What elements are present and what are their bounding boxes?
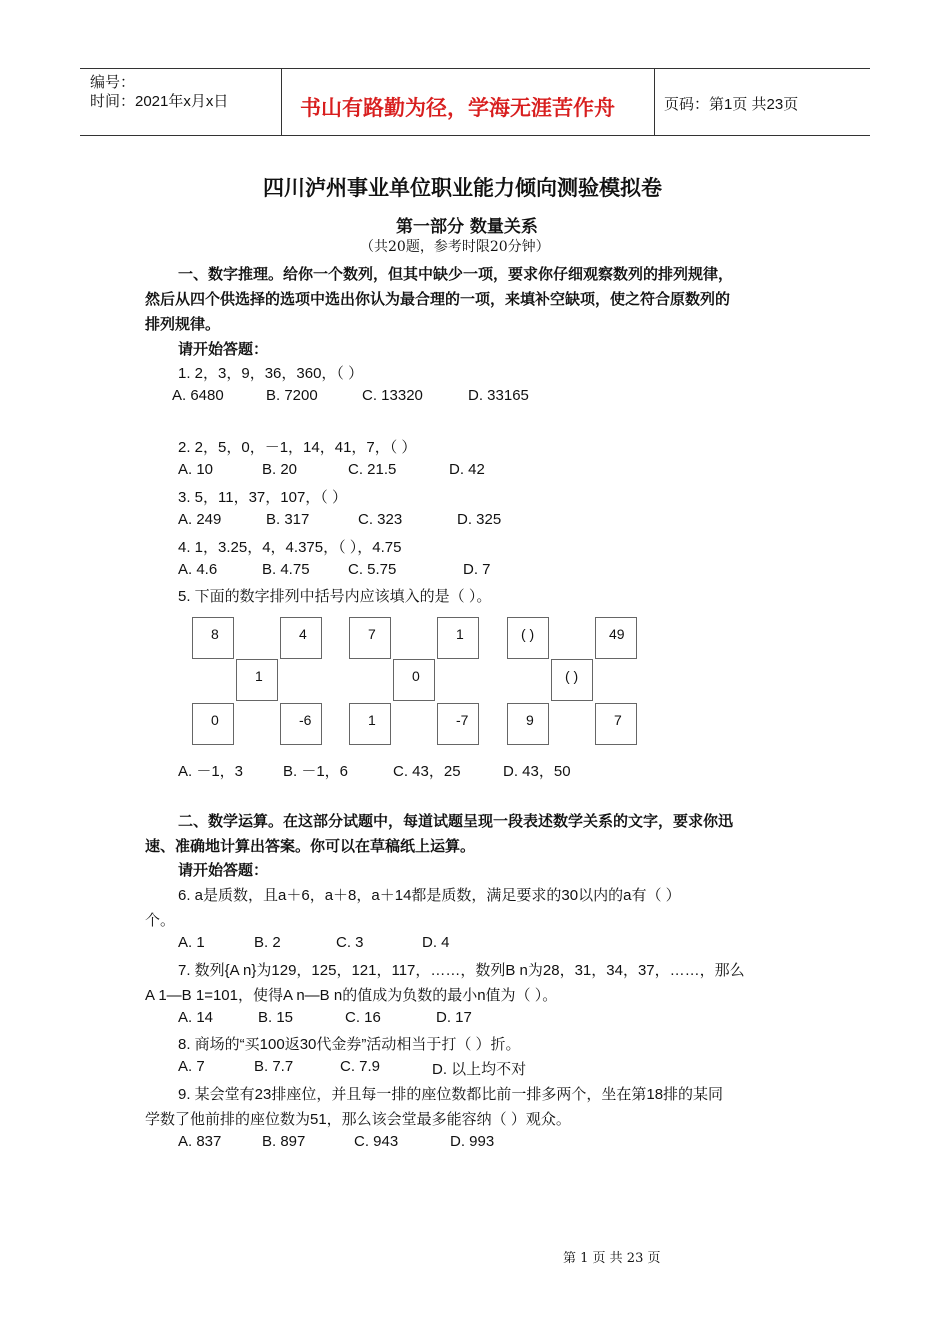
q1-option-c: C. 13320 xyxy=(362,387,423,404)
section2-instruction-line2: 速、准确地计算出答案。你可以在草稿纸上运算。 xyxy=(145,837,476,855)
q9-option-d: D. 993 xyxy=(450,1133,495,1150)
grid3-top-right: 49 xyxy=(595,617,637,659)
q2-option-a: A. 10 xyxy=(178,461,214,478)
q2-option-d: D. 42 xyxy=(449,461,485,478)
q3-option-c: C. 323 xyxy=(358,511,403,528)
q8-option-d: D. 以上均不对 xyxy=(432,1061,527,1078)
grid1-bottom-right: -6 xyxy=(280,703,322,745)
q4-option-c: C. 5.75 xyxy=(348,561,397,578)
q6-option-b: B. 2 xyxy=(254,934,281,951)
q4-option-b: B. 4.75 xyxy=(262,561,310,578)
q6-option-c: C. 3 xyxy=(336,934,364,951)
header-number: 编号： xyxy=(90,74,136,91)
grid2-bottom-right: -7 xyxy=(437,703,479,745)
grid3-top-left: ( ) xyxy=(507,617,549,659)
q8-option-a: A. 7 xyxy=(178,1058,205,1075)
q4-stem: 4. 1，3.25，4，4.375，（ ），4.75 xyxy=(178,539,402,556)
page-footer: 第 1 页 共 23 页 xyxy=(563,1251,661,1266)
grid1-top-right: 4 xyxy=(280,617,322,659)
section2-instruction-line1: 二、数学运算。在这部分试题中，每道试题呈现一段表述数学关系的文字，要求你迅 xyxy=(178,812,734,830)
q7-option-d: D. 17 xyxy=(436,1009,472,1026)
grid3-middle: ( ) xyxy=(551,659,593,701)
header-divider-left xyxy=(281,68,282,136)
q3-stem: 3. 5，11，37，107，（ ） xyxy=(178,489,347,506)
part-title: 第一部分 数量关系 xyxy=(396,217,538,237)
q5-option-a: A. －1，3 xyxy=(178,763,244,780)
header-top-rule xyxy=(80,68,870,69)
q5-option-c: C. 43，25 xyxy=(393,763,461,780)
q2-option-c: C. 21.5 xyxy=(348,461,397,478)
document-title: 四川泸州事业单位职业能力倾向测验模拟卷 xyxy=(263,176,662,200)
q2-stem: 2. 2，5，0，－1，14，41，7，（ ） xyxy=(178,439,417,456)
section1-instruction-line1: 一、数字推理。给你一个数列，但其中缺少一项，要求你仔细观察数列的排列规律， xyxy=(178,265,734,283)
q6-stem-line2: 个。 xyxy=(145,912,176,929)
q3-option-a: A. 249 xyxy=(178,511,222,528)
q5-option-b: B. －1，6 xyxy=(283,763,349,780)
part-note: （共20题，参考时限20分钟） xyxy=(360,239,550,255)
q9-option-a: A. 837 xyxy=(178,1133,222,1150)
q7-stem-line2: A 1—B 1=101，使得A n—B n的值成为负数的最小n值为（ ）。 xyxy=(145,987,558,1004)
q9-option-c: C. 943 xyxy=(354,1133,399,1150)
q3-option-b: B. 317 xyxy=(266,511,310,528)
grid2-top-left: 7 xyxy=(349,617,391,659)
q6-option-d: D. 4 xyxy=(422,934,450,951)
q7-stem-line1: 7. 数列{A n}为129，125，121，117，……，数列B n为28，31，34，37，……，那么 xyxy=(178,962,745,979)
grid2-top-right: 1 xyxy=(437,617,479,659)
header-divider-right xyxy=(654,68,655,136)
q4-option-d: D. 7 xyxy=(463,561,491,578)
start-prompt: 请开始答题： xyxy=(178,340,269,358)
q8-option-c: C. 7.9 xyxy=(340,1058,381,1075)
grid3-bottom-left: 9 xyxy=(507,703,549,745)
header-page-info: 页码：第1页 共23页 xyxy=(664,96,799,113)
header-motto: 书山有路勤为径，学海无涯苦作舟 xyxy=(300,96,615,120)
q1-option-a: A. 6480 xyxy=(172,387,224,404)
q9-option-b: B. 897 xyxy=(262,1133,306,1150)
q7-option-c: C. 16 xyxy=(345,1009,381,1026)
q9-stem-line2: 学数了他前排的座位数为51，那么该会堂最多能容纳（ ）观众。 xyxy=(145,1111,571,1128)
q6-stem-line1: 6. a是质数，且a＋6，a＋8，a＋14都是质数，满足要求的30以内的a有（ ） xyxy=(178,887,681,904)
q3-option-d: D. 325 xyxy=(457,511,502,528)
q2-option-b: B. 20 xyxy=(262,461,298,478)
q1-stem: 1. 2，3，9，36，360，（ ） xyxy=(178,365,364,382)
q8-option-b: B. 7.7 xyxy=(254,1058,294,1075)
header-bottom-rule xyxy=(80,135,870,136)
section1-instruction-line2: 然后从四个供选择的选项中选出你认为最合理的一项，来填补空缺项，使之符合原数列的 xyxy=(145,290,731,308)
q4-option-a: A. 4.6 xyxy=(178,561,218,578)
q8-stem: 8. 商场的“买100返30代金券”活动相当于打（ ）折。 xyxy=(178,1036,521,1053)
start-prompt-2: 请开始答题： xyxy=(178,861,269,879)
section1-instruction-line3: 排列规律。 xyxy=(145,315,221,333)
grid2-bottom-left: 1 xyxy=(349,703,391,745)
q5-stem: 5. 下面的数字排列中括号内应该填入的是（ ）。 xyxy=(178,588,492,605)
q1-option-b: B. 7200 xyxy=(266,387,318,404)
q7-option-b: B. 15 xyxy=(258,1009,294,1026)
q5-option-d: D. 43，50 xyxy=(503,763,571,780)
q7-option-a: A. 14 xyxy=(178,1009,214,1026)
grid1-bottom-left: 0 xyxy=(192,703,234,745)
grid3-bottom-right: 7 xyxy=(595,703,637,745)
grid1-top-left: 8 xyxy=(192,617,234,659)
grid2-middle: 0 xyxy=(393,659,435,701)
header-time: 时间：2021年x月x日 xyxy=(90,93,229,110)
grid1-middle: 1 xyxy=(236,659,278,701)
q1-option-d: D. 33165 xyxy=(468,387,529,404)
q9-stem-line1: 9. 某会堂有23排座位，并且每一排的座位数都比前一排多两个，坐在第18排的某同 xyxy=(178,1086,724,1103)
q6-option-a: A. 1 xyxy=(178,934,205,951)
